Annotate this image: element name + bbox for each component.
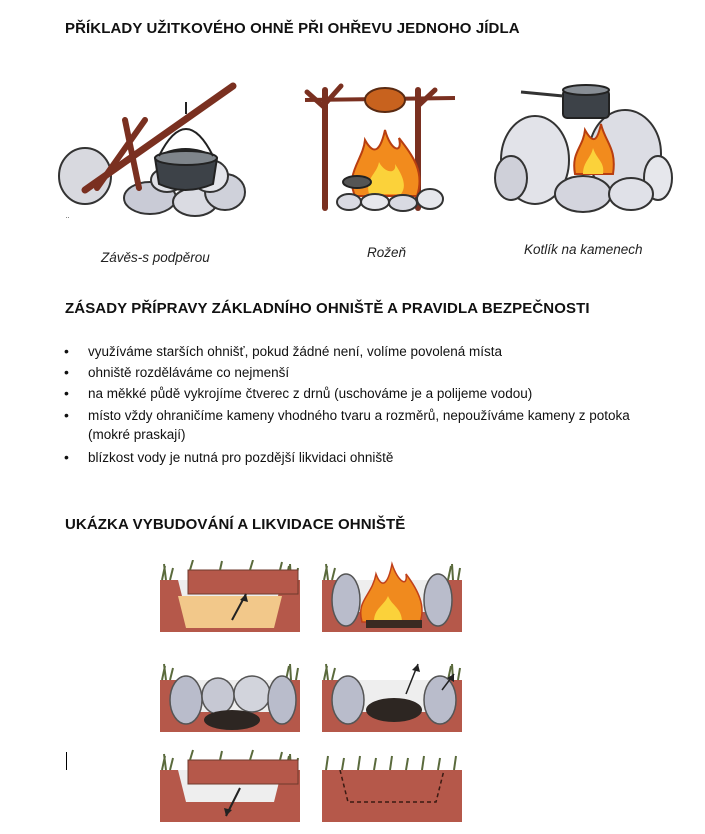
caption-hanging-pot: Závěs-s podpěrou xyxy=(101,250,210,265)
spit-roast-illustration xyxy=(285,78,465,218)
step-return-sod xyxy=(160,750,300,822)
fireplace-diagram-grid xyxy=(160,560,472,830)
rule-text: využíváme starších ohnišť, pokud žádné není, volíme povolená místa xyxy=(88,344,503,359)
heading-fireplace: UKÁZKA VYBUDOVÁNÍ A LIKVIDACE OHNIŠTĚ xyxy=(65,516,406,533)
step-remove-stones xyxy=(322,664,462,732)
bullet-icon: • xyxy=(64,449,69,465)
step-embers xyxy=(160,664,300,732)
step-cut-sod xyxy=(160,560,300,632)
bullet-icon: • xyxy=(64,407,69,423)
pot-on-stones-illustration xyxy=(493,82,673,217)
rule-text: na měkké půdě vykrojíme čtverec z drnů (uschováme je a polijeme vodou) xyxy=(88,386,533,401)
rules-list xyxy=(64,341,664,468)
stray-mark: ¨ xyxy=(66,216,70,227)
rule-text: ohniště rozděláváme co nejmenší xyxy=(88,365,290,380)
heading-rules: ZÁSADY PŘÍPRAVY ZÁKLADNÍHO OHNIŠTĚ A PRAVIDLA BEZPEČNOSTI xyxy=(65,300,590,317)
rule-text: blízkost vody je nutná pro pozdější likvidaci ohniště xyxy=(88,450,394,465)
hanging-pot-illustration xyxy=(55,80,250,220)
step-restored xyxy=(322,756,462,822)
list-item xyxy=(64,383,664,404)
heading-examples: PŘÍKLADY UŽITKOVÉHO OHNĚ PŘI OHŘEVU JEDNOHO JÍDLA xyxy=(65,20,520,37)
list-item xyxy=(64,341,664,362)
list-item xyxy=(64,447,664,468)
caption-pot-on-stones: Kotlík na kamenech xyxy=(524,242,643,257)
bullet-icon: • xyxy=(64,343,69,359)
step-fire xyxy=(322,564,462,632)
bullet-icon: • xyxy=(64,385,69,401)
text-cursor xyxy=(66,752,67,770)
caption-spit: Rožeň xyxy=(367,245,407,260)
rule-text: místo vždy ohraničíme kameny vhodného tvaru a rozměrů, nepoužíváme kameny z potoka (mokré praskají) xyxy=(88,408,630,442)
bullet-icon: • xyxy=(64,364,69,380)
list-item xyxy=(64,406,648,444)
list-item xyxy=(64,362,664,383)
